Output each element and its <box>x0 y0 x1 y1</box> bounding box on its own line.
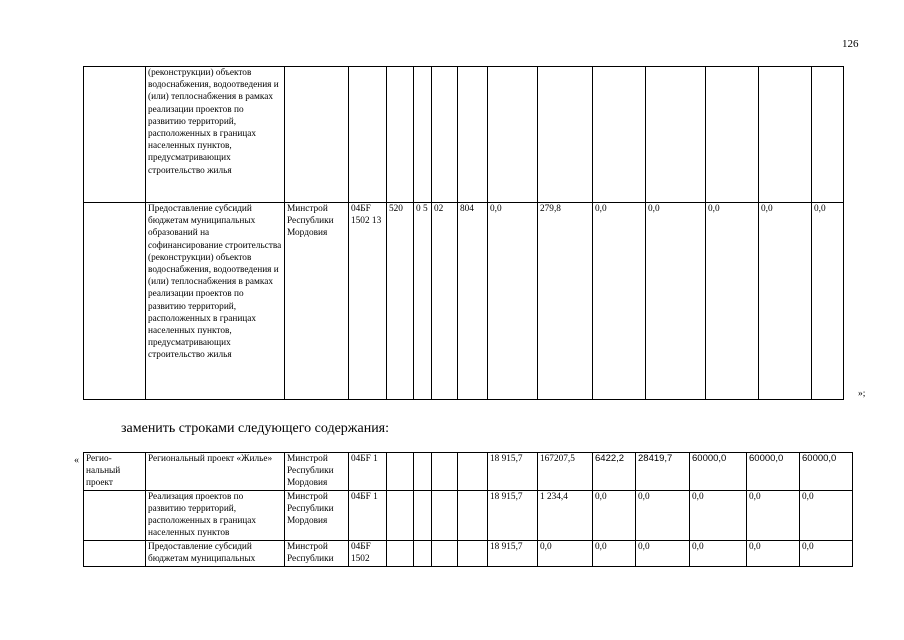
cell-rz <box>414 67 432 203</box>
cell-rz <box>414 540 432 566</box>
cell-value: 0,0 <box>690 490 747 540</box>
cell-value: 0,0 <box>747 540 800 566</box>
cell-grbs: 804 <box>458 203 488 400</box>
cell-name: Предоставление субсидий бюджетам муниципальных образований на софинансирование строительства (реконструкции) объектов водоснабжения, водоотведения и (или) теплоснабжения в рамках реализации проектов по развитию территорий, расположенных в границах населенных пунктов, предусматривающих строительство жилья <box>146 203 285 400</box>
budget-table-bottom <box>83 452 853 567</box>
cell-value: 18 915,7 <box>488 540 538 566</box>
cell-value <box>812 67 844 203</box>
cell-ministry: Минстрой Республики Мордовия <box>285 203 349 400</box>
cell-value <box>706 67 759 203</box>
cell-section <box>84 67 146 203</box>
cell-kvr <box>387 490 414 540</box>
cell-pr: 02 <box>432 203 458 400</box>
cell-value: 60000,0 <box>690 453 747 491</box>
cell-value: 0,0 <box>636 490 690 540</box>
cell-code: 04БF 1502 13 <box>349 203 387 400</box>
cell-value: 0,0 <box>593 540 636 566</box>
cell-value: 1 234,4 <box>538 490 593 540</box>
cell-value: 60000,0 <box>800 453 853 491</box>
cell-kvr <box>387 453 414 491</box>
cell-kvr <box>387 67 414 203</box>
table-row <box>84 453 853 491</box>
cell-grbs <box>458 453 488 491</box>
cell-kvr <box>387 540 414 566</box>
table-row <box>84 490 853 540</box>
cell-value <box>759 67 812 203</box>
cell-value: 18 915,7 <box>488 490 538 540</box>
cell-ministry: Минстрой Республики Мордовия <box>285 490 349 540</box>
table-row <box>84 203 844 400</box>
cell-value <box>593 67 646 203</box>
replacement-heading: заменить строками следующего содержания: <box>121 421 390 436</box>
page-number: 126 <box>842 38 859 50</box>
cell-value: 0,0 <box>538 540 593 566</box>
cell-kvr: 520 <box>387 203 414 400</box>
cell-value: 167207,5 <box>538 453 593 491</box>
cell-value: 0,0 <box>800 490 853 540</box>
cell-ministry: Минстрой Республики <box>285 540 349 566</box>
cell-name: Предоставление субсидий бюджетам муниципальных <box>146 540 285 566</box>
cell-rz <box>414 490 432 540</box>
table-row <box>84 540 853 566</box>
cell-pr <box>432 490 458 540</box>
cell-ministry: Минстрой Республики Мордовия <box>285 453 349 491</box>
cell-value: 18 915,7 <box>488 453 538 491</box>
cell-value: 0,0 <box>646 203 706 400</box>
budget-table-top <box>83 66 844 400</box>
cell-section: Регио-нальный проект <box>84 453 146 491</box>
cell-value: 0,0 <box>747 490 800 540</box>
cell-grbs <box>458 540 488 566</box>
cell-value: 0,0 <box>636 540 690 566</box>
cell-value: 0,0 <box>593 203 646 400</box>
cell-grbs <box>458 490 488 540</box>
cell-pr <box>432 453 458 491</box>
cell-pr <box>432 67 458 203</box>
cell-value: 0,0 <box>800 540 853 566</box>
cell-value <box>538 67 593 203</box>
cell-section <box>84 490 146 540</box>
cell-value: 0,0 <box>759 203 812 400</box>
cell-value: 0,0 <box>812 203 844 400</box>
cell-value: 279,8 <box>538 203 593 400</box>
table-row <box>84 67 844 203</box>
cell-section <box>84 540 146 566</box>
cell-code: 04БF 1502 <box>349 540 387 566</box>
cell-value: 0,0 <box>488 203 538 400</box>
cell-name: Реализация проектов по развитию территорий, расположенных в границах населенных пунктов <box>146 490 285 540</box>
cell-ministry <box>285 67 349 203</box>
cell-value: 0,0 <box>706 203 759 400</box>
opening-quote: « <box>74 455 79 466</box>
cell-value: 0,0 <box>690 540 747 566</box>
cell-value <box>488 67 538 203</box>
cell-code <box>349 67 387 203</box>
cell-rz: 0 5 <box>414 203 432 400</box>
cell-name: (реконструкции) объектов водоснабжения, водоотведения и (или) теплоснабжения в рамках реализации проектов по развитию территорий, расположенных в границах населенных пунктов, предусматривающих строительство жилья <box>146 67 285 203</box>
cell-code: 04БF 1 <box>349 453 387 491</box>
cell-value: 0,0 <box>593 490 636 540</box>
cell-value: 6422,2 <box>593 453 636 491</box>
closing-quote: »; <box>858 389 866 399</box>
cell-code: 04БF 1 <box>349 490 387 540</box>
cell-grbs <box>458 67 488 203</box>
cell-rz <box>414 453 432 491</box>
cell-pr <box>432 540 458 566</box>
cell-value: 28419,7 <box>636 453 690 491</box>
cell-section <box>84 203 146 400</box>
cell-value <box>646 67 706 203</box>
cell-name: Региональный проект «Жилье» <box>146 453 285 491</box>
cell-value: 60000,0 <box>747 453 800 491</box>
